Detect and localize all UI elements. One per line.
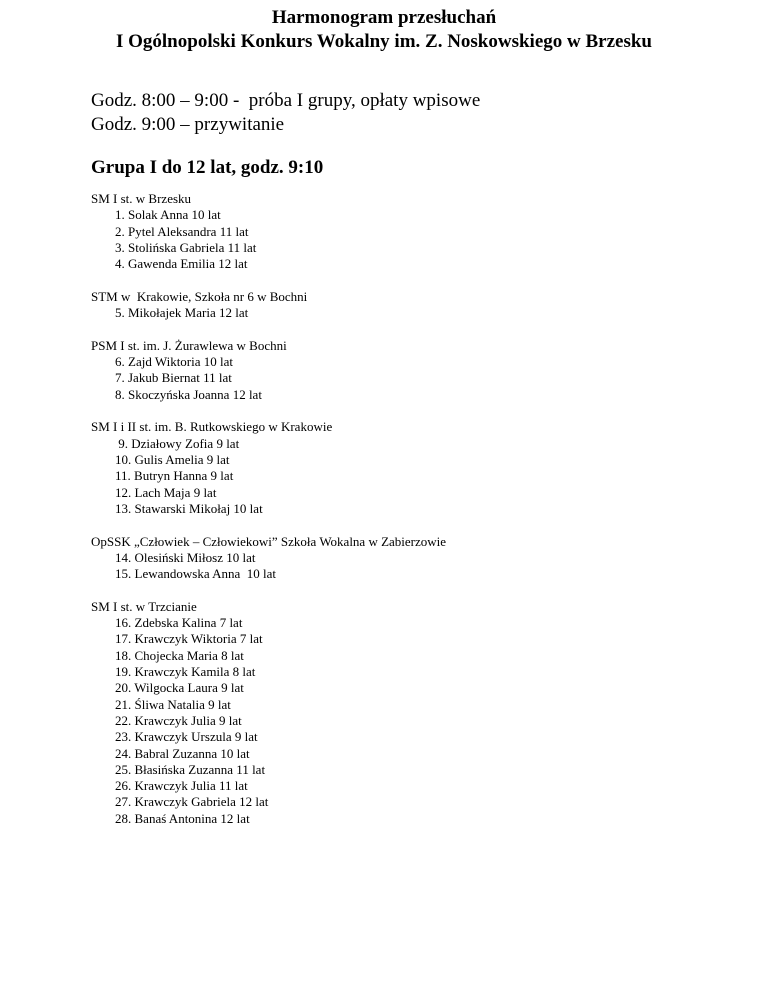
participant-item: 11. Butryn Hanna 9 lat <box>115 468 234 484</box>
participant-list <box>91 436 446 517</box>
participant-item: 17. Krawczyk Wiktoria 7 lat <box>115 631 263 647</box>
school-name: SM I st. w Trzcianie <box>91 598 197 614</box>
school-section <box>91 289 446 322</box>
school-section <box>91 534 446 583</box>
document-title-line1: Harmonogram przesłuchań <box>271 7 497 28</box>
participant-item: 16. Zdebska Kalina 7 lat <box>115 615 243 631</box>
participant-item: 21. Śliwa Natalia 9 lat <box>115 696 231 712</box>
school-section <box>91 599 446 827</box>
participant-item: 10. Gulis Amelia 9 lat <box>115 452 230 468</box>
participant-item: 25. Błasińska Zuzanna 11 lat <box>115 761 266 777</box>
school-section <box>91 419 446 517</box>
participant-list <box>91 354 446 403</box>
schedule-line: Godz. 8:00 – 9:00 - próba I grupy, opłaty wpisowe <box>91 90 481 111</box>
participant-item: 4. Gawenda Emilia 12 lat <box>115 256 248 272</box>
participant-list <box>91 615 446 827</box>
title-block <box>0 6 768 54</box>
schedule-line: Godz. 9:00 – przywitanie <box>91 114 285 135</box>
participant-list <box>91 207 446 272</box>
participant-item: 2. Pytel Aleksandra 11 lat <box>115 223 249 239</box>
participant-item: 22. Krawczyk Julia 9 lat <box>115 712 242 728</box>
participant-item: 9. Działowy Zofia 9 lat <box>115 435 240 451</box>
participant-item: 1. Solak Anna 10 lat <box>115 207 221 223</box>
participant-item: 18. Chojecka Maria 8 lat <box>115 647 244 663</box>
school-name: SM I st. w Brzesku <box>91 191 192 206</box>
participant-item: 23. Krawczyk Urszula 9 lat <box>115 729 258 745</box>
participant-item: 14. Olesiński Miłosz 10 lat <box>115 549 256 565</box>
participant-item: 8. Skoczyńska Joanna 12 lat <box>115 386 262 402</box>
participant-item: 24. Babral Zuzanna 10 lat <box>115 745 250 761</box>
school-section <box>91 191 446 272</box>
participant-item: 26. Krawczyk Julia 11 lat <box>115 778 248 794</box>
participant-item: 27. Krawczyk Gabriela 12 lat <box>115 794 269 810</box>
participant-item: 12. Lach Maja 9 lat <box>115 484 217 500</box>
group-heading: Grupa I do 12 lat, godz. 9:10 <box>91 157 324 178</box>
participant-item: 19. Krawczyk Kamila 8 lat <box>115 664 256 680</box>
participant-item: 20. Wilgocka Laura 9 lat <box>115 680 244 696</box>
document-title-line2: I Ogólnopolski Konkurs Wokalny im. Z. Noskowskiego w Brzesku <box>115 31 652 52</box>
school-section <box>91 338 446 403</box>
schedule-block <box>91 89 480 137</box>
participant-item: 3. Stolińska Gabriela 11 lat <box>115 239 257 255</box>
participant-item: 5. Mikołajek Maria 12 lat <box>115 305 249 321</box>
school-name: OpSSK „Człowiek – Człowiekowi” Szkoła Wokalna w Zabierzowie <box>91 533 447 549</box>
participant-item: 13. Stawarski Mikołaj 10 lat <box>115 500 263 516</box>
participant-item: 6. Zajd Wiktoria 10 lat <box>115 354 234 370</box>
participant-list <box>91 550 446 583</box>
participant-item: 15. Lewandowska Anna 10 lat <box>115 566 277 582</box>
school-name: PSM I st. im. J. Żurawlewa w Bochni <box>91 337 287 353</box>
participant-item: 28. Banaś Antonina 12 lat <box>115 810 250 826</box>
participant-item: 7. Jakub Biernat 11 lat <box>115 370 232 386</box>
school-list <box>91 191 446 843</box>
school-name: SM I i II st. im. B. Rutkowskiego w Krakowie <box>91 419 333 435</box>
school-name: STM w Krakowie, Szkoła nr 6 w Bochni <box>91 288 308 304</box>
participant-list <box>91 305 446 321</box>
